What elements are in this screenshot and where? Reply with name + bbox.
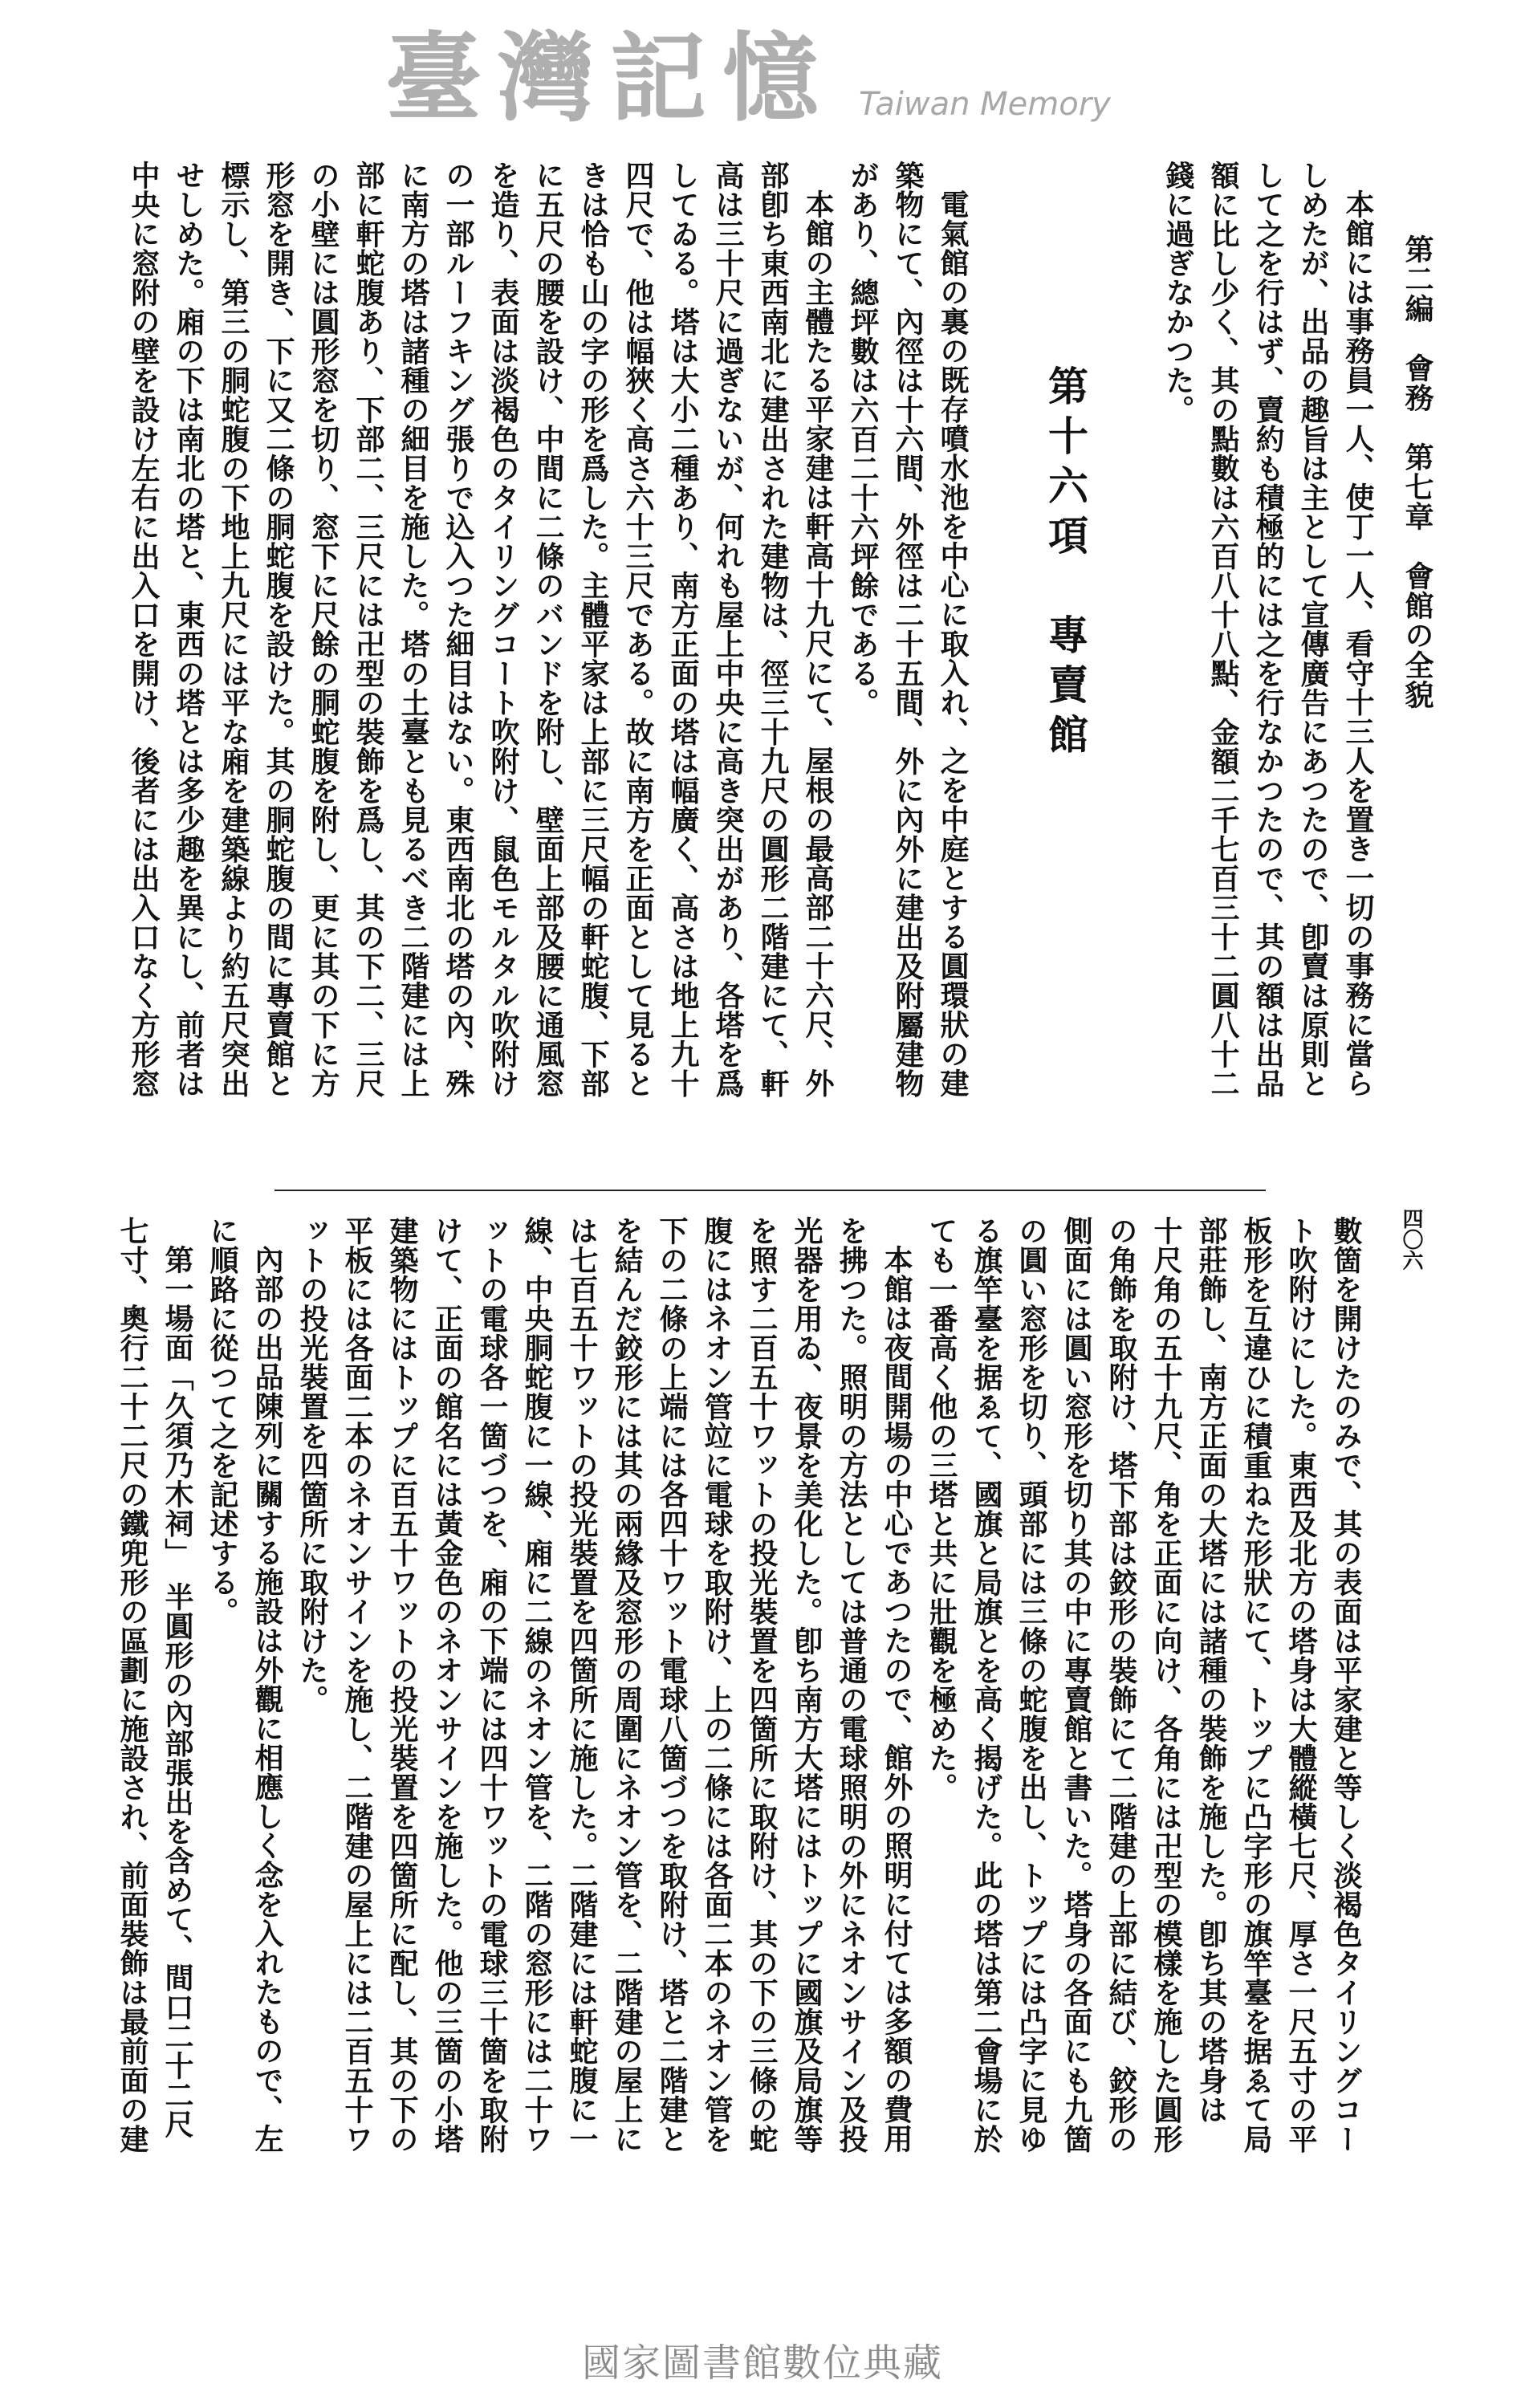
text-column: 平板には各面二本のネオンサインを施し、二階建の屋上には二百五十ワ: [340, 1216, 373, 2154]
text-column: 七寸、奧行二十二尺の鐵兜形の區劃に施設され、前面裝飾は最前面の建: [116, 1216, 148, 2154]
text-column: 十尺角の五十九尺、角を正面に向け、各角には卍型の模樣を施した圓形: [1149, 1216, 1182, 2154]
text-column: 中央に窓附の壁を設け左右に出入口を開け、後者には出入口なく方形窓: [127, 161, 160, 1098]
upper-text-block: [120, 161, 1380, 1156]
watermark-logo: [385, 20, 1111, 136]
text-column: 內部の出品陳列に關する施設は外觀に相應しく念を入れたもので、左: [250, 1245, 283, 2154]
text-column: は七百五十ワットの投光裝置を四箇所に施した。二階建には軒蛇腹に一: [565, 1216, 598, 2154]
text-column: 板形を互違ひに積重ねた形狀にて、トップに凸字形の旗竿臺を据ゑて局: [1239, 1216, 1272, 2154]
text-column: る旗竿臺を据ゑて、國旗と局旗とを高く揭げた。此の塔は第二會場に於: [970, 1216, 1002, 2154]
watermark-main-text: 臺灣記憶: [385, 22, 835, 135]
text-column: を拂つた。照明の方法としては普通の電球照明の外にネオンサイン及投: [835, 1216, 868, 2154]
text-column: 本館は夜間開場の中心であつたので、館外の照明に付ては多額の費用: [880, 1245, 913, 2154]
text-column: 側面には圓い窓形を切り其の中に專賣館と書いた。塔身の各面にも九箇: [1059, 1216, 1092, 2154]
footer-collection-credit: 國家圖書館數位典藏: [581, 2341, 943, 2386]
text-column: けて、正面の館名には黃金色のネオンサインを施した。他の三箇の小塔: [430, 1216, 463, 2154]
text-column: に南方の塔は諸種の細目を施した。塔の土臺とも見るべき二階建には上: [396, 161, 429, 1098]
page-number: 四〇六: [1399, 1208, 1423, 1271]
text-column: 光器を用ゐ、夜景を美化した。卽ち南方大塔にはトップに國旗及局旗等: [790, 1216, 823, 2154]
text-column: を造り、表面は淡褐色のタイリングコート吹附け、鼠色モルタル吹附け: [486, 161, 519, 1098]
watermark-sub-text: Taiwan Memory: [859, 86, 1111, 123]
text-column: 建築物にはトップに百五十ワットの投光裝置を四箇所に配し、其の下の: [385, 1216, 418, 2154]
text-column: 錢に過ぎなかつた。: [1161, 161, 1194, 425]
text-column: 第一場面「久須乃木祠」 半圓形の內部張出を含めて、間口二十二尺: [161, 1245, 193, 2139]
text-column: ト吹附けにした。東西及北方の塔身は大體縱橫七尺、厚さ一尺五寸の平: [1284, 1216, 1317, 2154]
text-column: を照す二百五十ワットの投光裝置を四箇所に取附け、其の下の三條の蛇: [745, 1216, 778, 2154]
text-column: 部に軒蛇腹あり、下部二、三尺には卍型の裝飾を爲し、其の下二、三尺: [352, 161, 384, 1098]
text-column: してゐる。塔は大小二種あり、南方正面の塔は幅廣く、高さは地上九十: [666, 161, 699, 1098]
text-column: の小壁には圓形窓を切り、窓下に尺餘の胴蛇腹を附し、更に其の下に方: [307, 161, 340, 1098]
text-column: 築物にて、內徑は十六間、外徑は二十五間、外に內外に建出及附屬建物: [891, 161, 924, 1098]
text-column: 線、中央胴蛇腹に一線、廂に二線のネオン管を、二階の窓形には二十ワ: [520, 1216, 553, 2154]
text-column: ットの電球各一箇づつを、廂の下端には四十ワットの電球三十箇を取附: [475, 1216, 508, 2154]
lower-text-block: [109, 1216, 1368, 2300]
text-column: して之を行はず、賣約も積極的には之を行なかつたので、其の額は出品: [1251, 161, 1284, 1098]
text-column: 高は三十尺に過ぎないが、何れも屋上中央に高き突出があり、各塔を爲: [711, 161, 744, 1098]
text-column: 數箇を開けたのみで、其の表面は平家建と等しく淡褐色タイリングコー: [1329, 1216, 1362, 2154]
text-column: に五尺の腰を設け、中間に二條のバンドを附し、壁面上部及腰に通風窓: [531, 161, 564, 1098]
text-column: 部卽ち東西南北に建出された建物は、徑三十九尺の圓形二階建にて、軒: [756, 161, 789, 1098]
text-column: があり、總坪數は六百二十六坪餘である。: [846, 161, 879, 718]
text-column: の一部ルーフキング張りで込入つた細目はない。東西南北の塔の內、殊: [441, 161, 474, 1098]
text-column: を結んだ鉸形には其の兩緣及窓形の周圍にネオン管を、二階建の屋上に: [610, 1216, 643, 2154]
text-column: しめたが、出品の趣旨は主として宣傳廣告にあつたので、卽賣は原則と: [1296, 161, 1329, 1098]
text-column: の角飾を取附け、塔下部は鉸形の裝飾にて二階建の上部に結び、鉸形の: [1104, 1216, 1137, 2154]
text-column: に順路に從つて之を記述する。: [205, 1216, 238, 1626]
text-column: 形窓を開き、下に又二條の胴蛇腹を設けた。其の胴蛇腹の間に專賣館と: [262, 161, 295, 1098]
text-column: 部莊飾し、南方正面の大塔には諸種の裝飾を施した。卽ち其の塔身は: [1194, 1216, 1227, 2125]
section-divider-rule: [274, 1190, 1266, 1191]
text-column: きは恰も山の字の形を爲した。主體平家は上部に三尺幅の軒蛇腹、下部: [576, 161, 609, 1098]
text-column: ットの投光裝置を四箇所に取附けた。: [295, 1216, 328, 1714]
text-column: 下の二條の上端には各四十ワット電球八箇づつを取附け、塔と二階建と: [655, 1216, 688, 2154]
text-column: の圓い窓形を切り、頭部には三條の蛇腹を出し、トップには凸字に見ゆ: [1015, 1216, 1047, 2154]
text-column: 本館には事務員一人、使丁一人、看守十三人を置き一切の事務に當ら: [1341, 189, 1374, 1098]
text-column: 標示し、第三の胴蛇腹の下地上九尺には平な廂を建築線より約五尺突出: [217, 161, 250, 1098]
text-column: 四尺で、他は幅狹く高さ六十三尺である。故に南方を正面として見ると: [621, 161, 654, 1098]
text-column: 額に比し少く、其の點數は六百八十八點、金額二千七百三十二圓八十二: [1206, 161, 1239, 1098]
text-column: 本館の主體たる平家建は軒高十九尺にて、屋根の最高部二十六尺、外: [801, 189, 834, 1098]
text-column: ても一番高く他の三塔と共に壯觀を極めた。: [925, 1216, 958, 1802]
running-header: 第二編 會務 第七章 會館の全貌: [1401, 234, 1434, 710]
text-column: 腹にはネオン管竝に電球を取附け、上の二條には各面二本のネオン管を: [700, 1216, 733, 2154]
text-column: せしめた。廂の下は南北の塔と、東西の塔とは多少趣を異にし、前者は: [172, 161, 205, 1098]
section-heading: 第十六項 專賣館: [1042, 365, 1088, 763]
text-column: 電氣館の裏の既存噴水池を中心に取入れ、之を中庭とする圓環狀の建: [936, 189, 969, 1098]
